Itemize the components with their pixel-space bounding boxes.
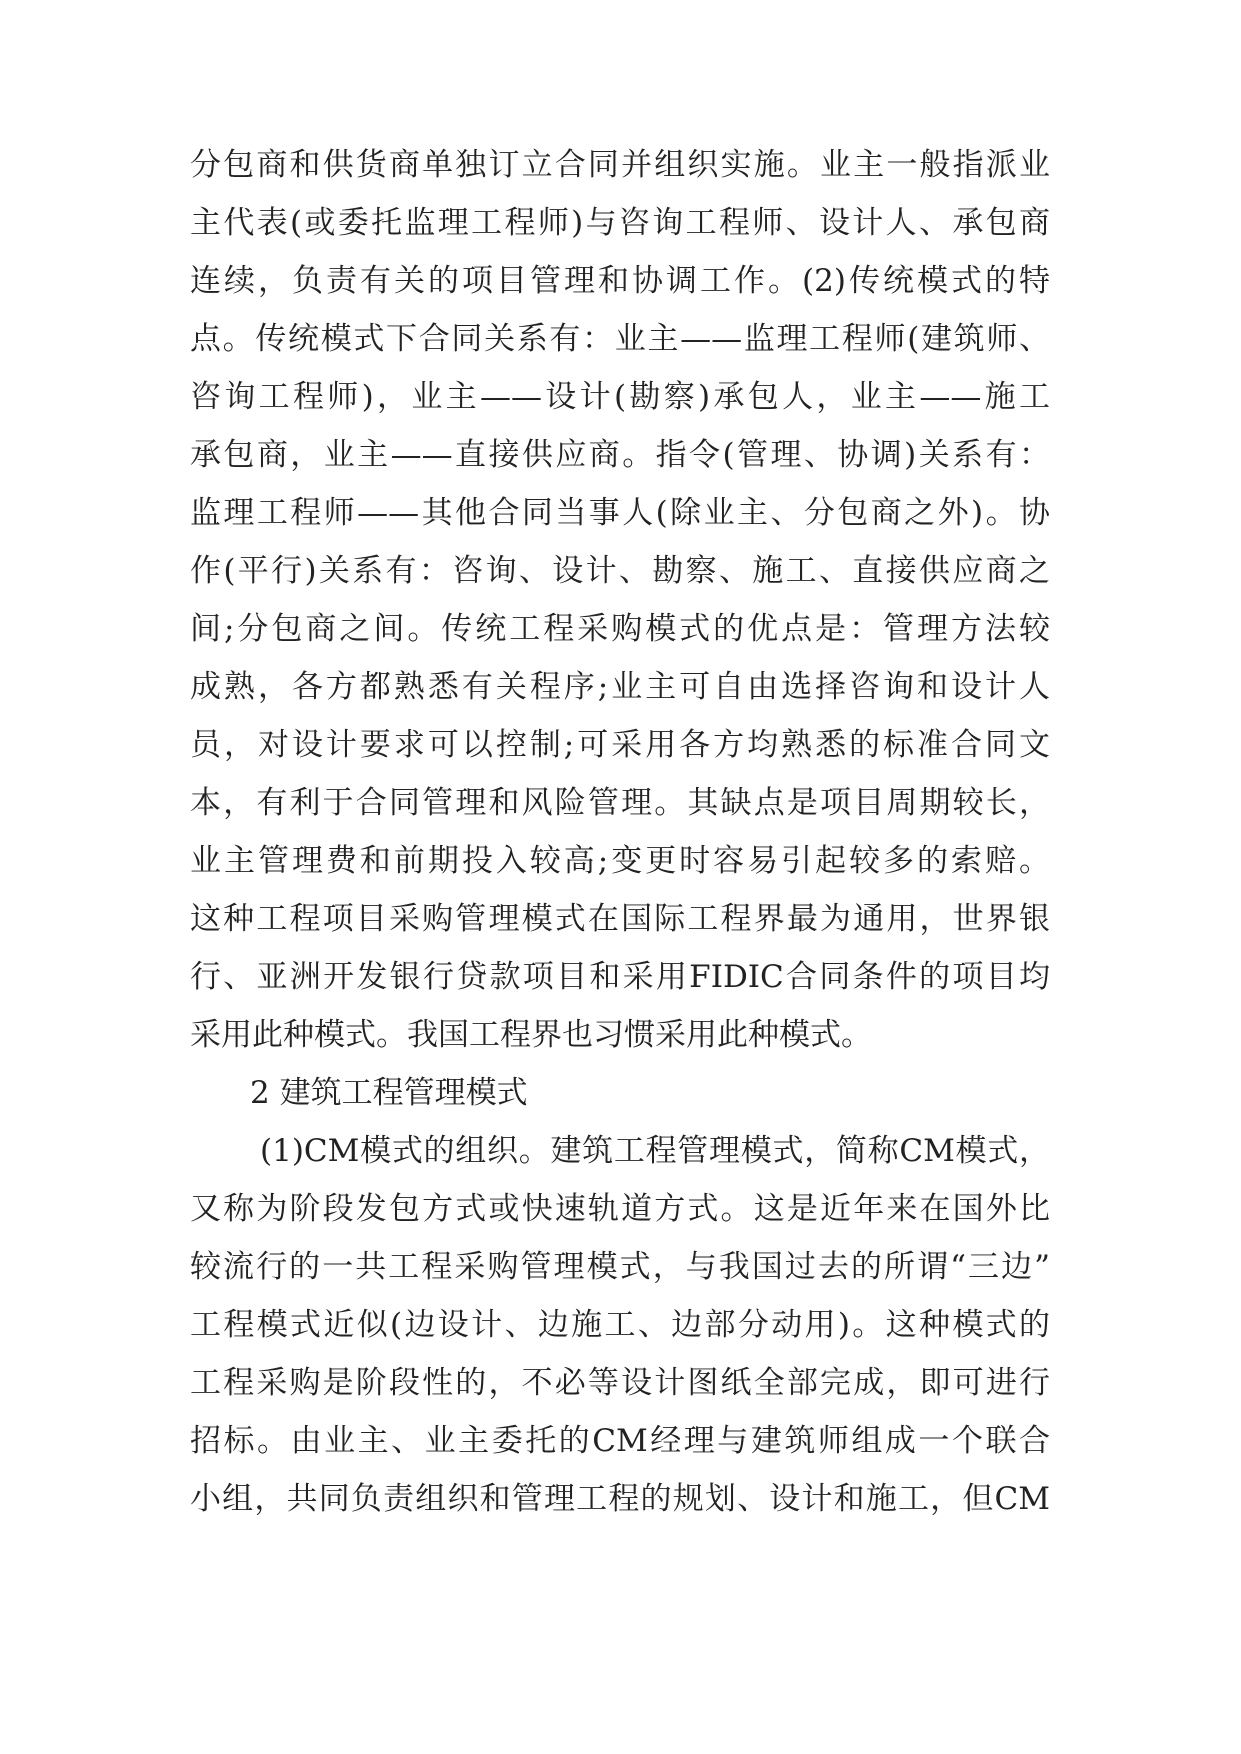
text-line: 这种工程项目采购管理模式在国际工程界最为通用，世界银 — [190, 901, 1050, 937]
section-heading-block — [190, 1064, 1050, 1122]
text-line: 点。传统模式下合同关系有：业主——监理工程师(建筑师、 — [190, 321, 1050, 357]
section-heading: 2 建筑工程管理模式 — [250, 1075, 528, 1111]
text-line: 业主管理费和前期投入较高;变更时容易引起较多的索赔。 — [190, 843, 1050, 879]
text-line: 行、亚洲开发银行贷款项目和采用FIDIC合同条件的项目均 — [190, 959, 1050, 995]
text-line: 成熟，各方都熟悉有关程序;业主可自由选择咨询和设计人 — [190, 669, 1050, 705]
text-line: 工程采购是阶段性的，不必等设计图纸全部完成，即可进行 — [190, 1365, 1050, 1401]
text-line: 小组，共同负责组织和管理工程的规划、设计和施工，但CM — [190, 1481, 1050, 1517]
text-line: 采用此种模式。我国工程界也习惯采用此种模式。 — [190, 1017, 872, 1053]
text-line: 工程模式近似(边设计、边施工、边部分动用)。这种模式的 — [190, 1307, 1050, 1343]
text-line: 主代表(或委托监理工程师)与咨询工程师、设计人、承包商 — [190, 205, 1050, 241]
text-line: (1)CM模式的组织。建筑工程管理模式，简称CM模式， — [260, 1133, 1050, 1169]
text-line: 承包商，业主——直接供应商。指令(管理、协调)关系有： — [190, 437, 1050, 473]
text-line: 员，对设计要求可以控制;可采用各方均熟悉的标准合同文 — [190, 727, 1050, 763]
text-line: 又称为阶段发包方式或快速轨道方式。这是近年来在国外比 — [190, 1191, 1050, 1227]
text-line: 分包商和供货商单独订立合同并组织实施。业主一般指派业 — [190, 147, 1050, 183]
text-line: 咨询工程师)，业主——设计(勘察)承包人，业主——施工 — [190, 379, 1050, 415]
paragraph-traditional-mode — [190, 136, 1050, 1064]
text-line: 本，有利于合同管理和风险管理。其缺点是项目周期较长， — [190, 785, 1050, 821]
text-line: 监理工程师——其他合同当事人(除业主、分包商之外)。协 — [190, 495, 1050, 531]
paragraph-cm-mode — [190, 1122, 1050, 1528]
text-line: 招标。由业主、业主委托的CM经理与建筑师组成一个联合 — [190, 1423, 1050, 1459]
text-line: 较流行的一共工程采购管理模式，与我国过去的所谓“三边” — [190, 1249, 1050, 1285]
text-line: 作(平行)关系有：咨询、设计、勘察、施工、直接供应商之 — [190, 553, 1050, 589]
text-line: 连续，负责有关的项目管理和协调工作。(2)传统模式的特 — [190, 263, 1050, 299]
text-line: 间;分包商之间。传统工程采购模式的优点是：管理方法较 — [190, 611, 1050, 647]
